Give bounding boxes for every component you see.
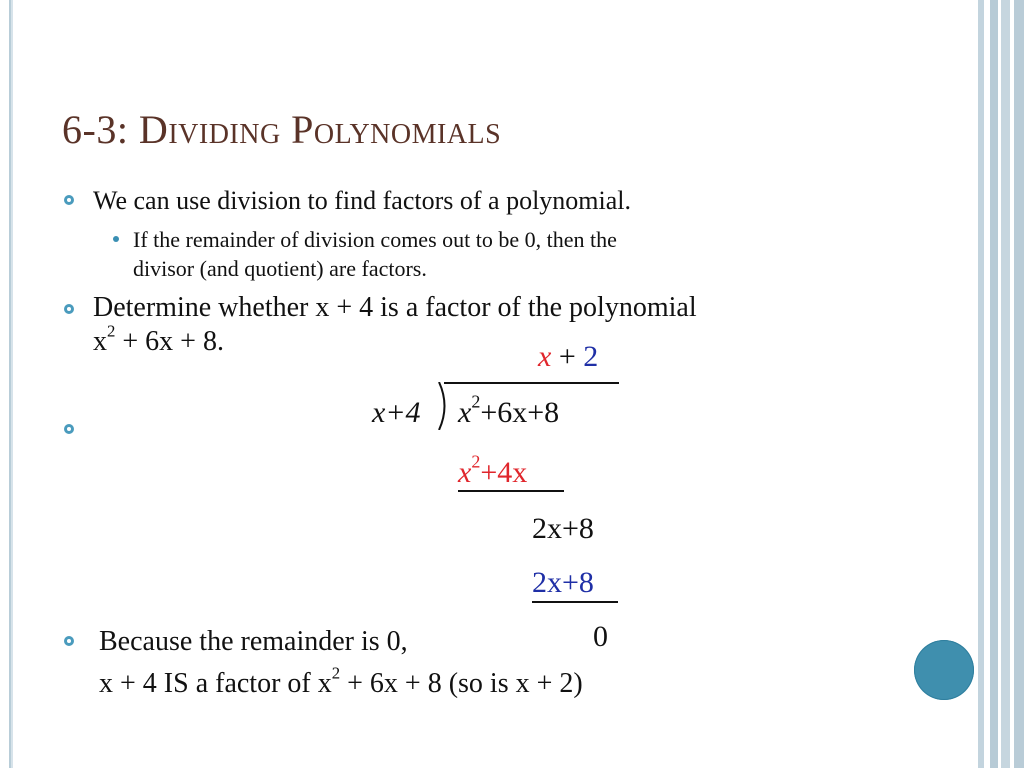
bullet-text-line2: $x^2 + 6x + 8$. — [93, 321, 224, 357]
conclusion-line2: x + 4 IS a factor of $x^2 + 6x + 8$ (so is x + 2) — [99, 663, 583, 699]
right-rail-stripe — [1001, 0, 1010, 768]
partial-result: 2x+8 — [532, 512, 594, 545]
quotient: x + 2 — [538, 340, 599, 373]
bullet-ring-icon — [64, 304, 74, 314]
decorative-circle-icon — [914, 640, 974, 700]
division-bar — [444, 382, 619, 384]
dividend: $x^2+6x+8$ — [458, 391, 560, 429]
slide-title: 6-3: Dividing Polynomials — [62, 107, 502, 152]
divisor: x+4 — [372, 396, 421, 429]
slide-left-border-inner — [11, 0, 13, 768]
bullet-text: We can use division to find factors of a polynomial. — [93, 186, 632, 215]
conclusion-line1: Because the remainder is 0, — [99, 626, 408, 657]
sub-bullet-dot-icon — [113, 236, 119, 242]
bullet-ring-icon — [64, 195, 74, 205]
subtract-step-2: 2x+8 — [532, 566, 594, 599]
division-bracket — [436, 382, 450, 430]
slide-left-border — [0, 0, 11, 768]
sub-bullet-text-line1: If the remainder of division comes out to be 0, then the — [133, 227, 617, 252]
subtract-line-2 — [532, 601, 618, 603]
subtract-line-1 — [458, 490, 564, 492]
right-rail-stripe — [978, 0, 984, 768]
sub-bullet-text-line2: divisor (and quotient) are factors. — [133, 256, 427, 281]
bullet-text-line1: Determine whether x + 4 is a factor of the polynomial — [93, 292, 697, 323]
bullet-ring-icon — [64, 636, 74, 646]
right-rail-stripe — [1014, 0, 1024, 768]
right-rail-stripe — [990, 0, 998, 768]
subtract-step-1: $x^2+4x$ — [458, 451, 528, 489]
remainder: 0 — [593, 620, 608, 653]
bullet-ring-icon — [64, 424, 74, 434]
